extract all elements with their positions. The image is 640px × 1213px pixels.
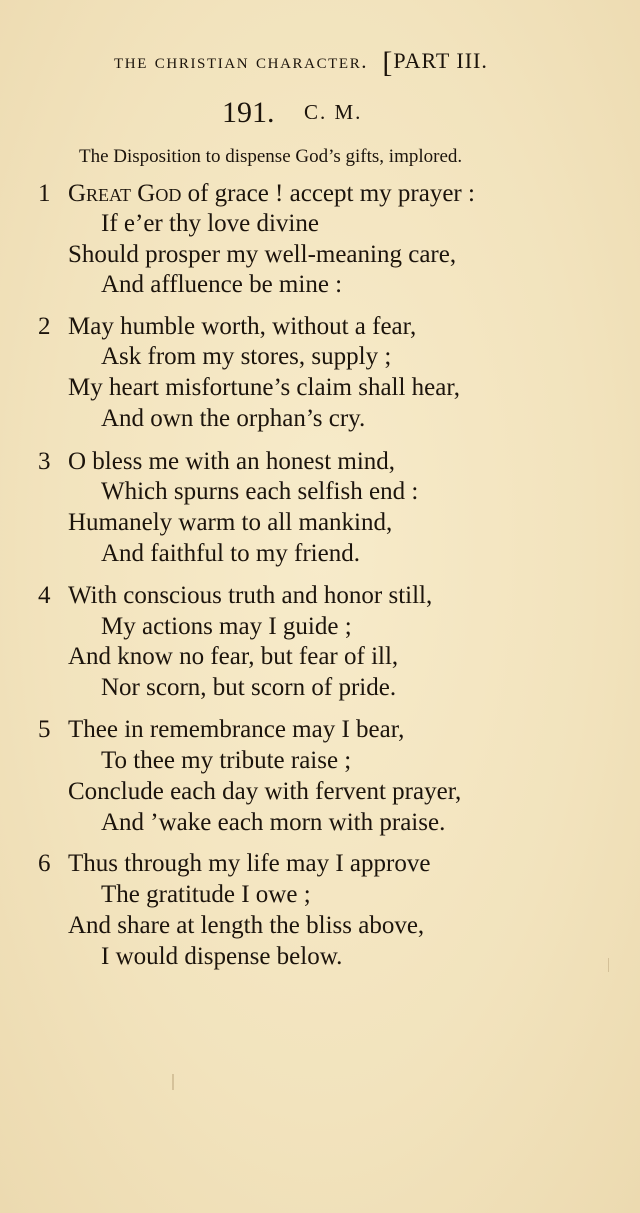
paper-blemish [608, 958, 609, 972]
verse-line: Thus through my life may I approve [68, 850, 431, 877]
verse-line [68, 180, 475, 208]
hymn-meter: C. M. [304, 100, 363, 124]
verse-line: And share at length the bliss above, [68, 912, 425, 939]
verse-line: With conscious truth and honor still, [68, 582, 433, 609]
verse-line: To thee my tribute raise ; [101, 747, 352, 774]
verse-line: And affluence be mine : [101, 271, 343, 298]
verse-line-text: of grace ! accept my prayer : [181, 180, 475, 207]
stanza-number: 3 [38, 448, 51, 475]
verse-line: My heart misfortune’s claim shall hear, [68, 374, 460, 401]
hymn-heading [222, 96, 362, 130]
stanza-number: 4 [38, 582, 51, 609]
verse-line: And own the orphan’s cry. [101, 405, 366, 432]
stanza-number: 5 [38, 716, 51, 743]
stanza-number: 1 [38, 180, 51, 207]
verse-line: Ask from my stores, supply ; [101, 343, 392, 370]
verse-line: If e’er thy love divine [101, 210, 319, 237]
verse-line: I would dispense below. [101, 943, 343, 970]
verse-line: Humanely warm to all mankind, [68, 509, 393, 536]
verse-line: Nor scorn, but scorn of pride. [101, 674, 397, 701]
running-head-bracket: [ [382, 46, 394, 79]
paper-blemish [172, 1074, 174, 1090]
verse-line: Conclude each day with fervent prayer, [68, 778, 462, 805]
running-head-title: the christian character. [114, 49, 369, 73]
first-words: Great God [68, 180, 182, 207]
verse-line: And ’wake each morn with praise. [101, 809, 446, 836]
verse-line: May humble worth, without a fear, [68, 313, 417, 340]
verse-line: And faithful to my friend. [101, 540, 360, 567]
verse-line: O bless me with an honest mind, [68, 448, 396, 475]
verse-line: The gratitude I owe ; [101, 881, 311, 908]
hymn-number: 191. [222, 96, 275, 129]
verse-line: Should prosper my well-meaning care, [68, 241, 457, 268]
hymn-subtitle: The Disposition to dispense God’s gifts, implored. [79, 146, 463, 167]
verse-line: Thee in remembrance may I bear, [68, 716, 405, 743]
verse-line: And know no fear, but fear of ill, [68, 643, 399, 670]
stanza-number: 2 [38, 313, 51, 340]
verse-line: Which spurns each selfish end : [101, 478, 419, 505]
verse-line: My actions may I guide ; [101, 613, 352, 640]
stanza-number: 6 [38, 850, 51, 877]
running-head [114, 42, 614, 79]
running-head-part: PART III. [393, 48, 488, 73]
